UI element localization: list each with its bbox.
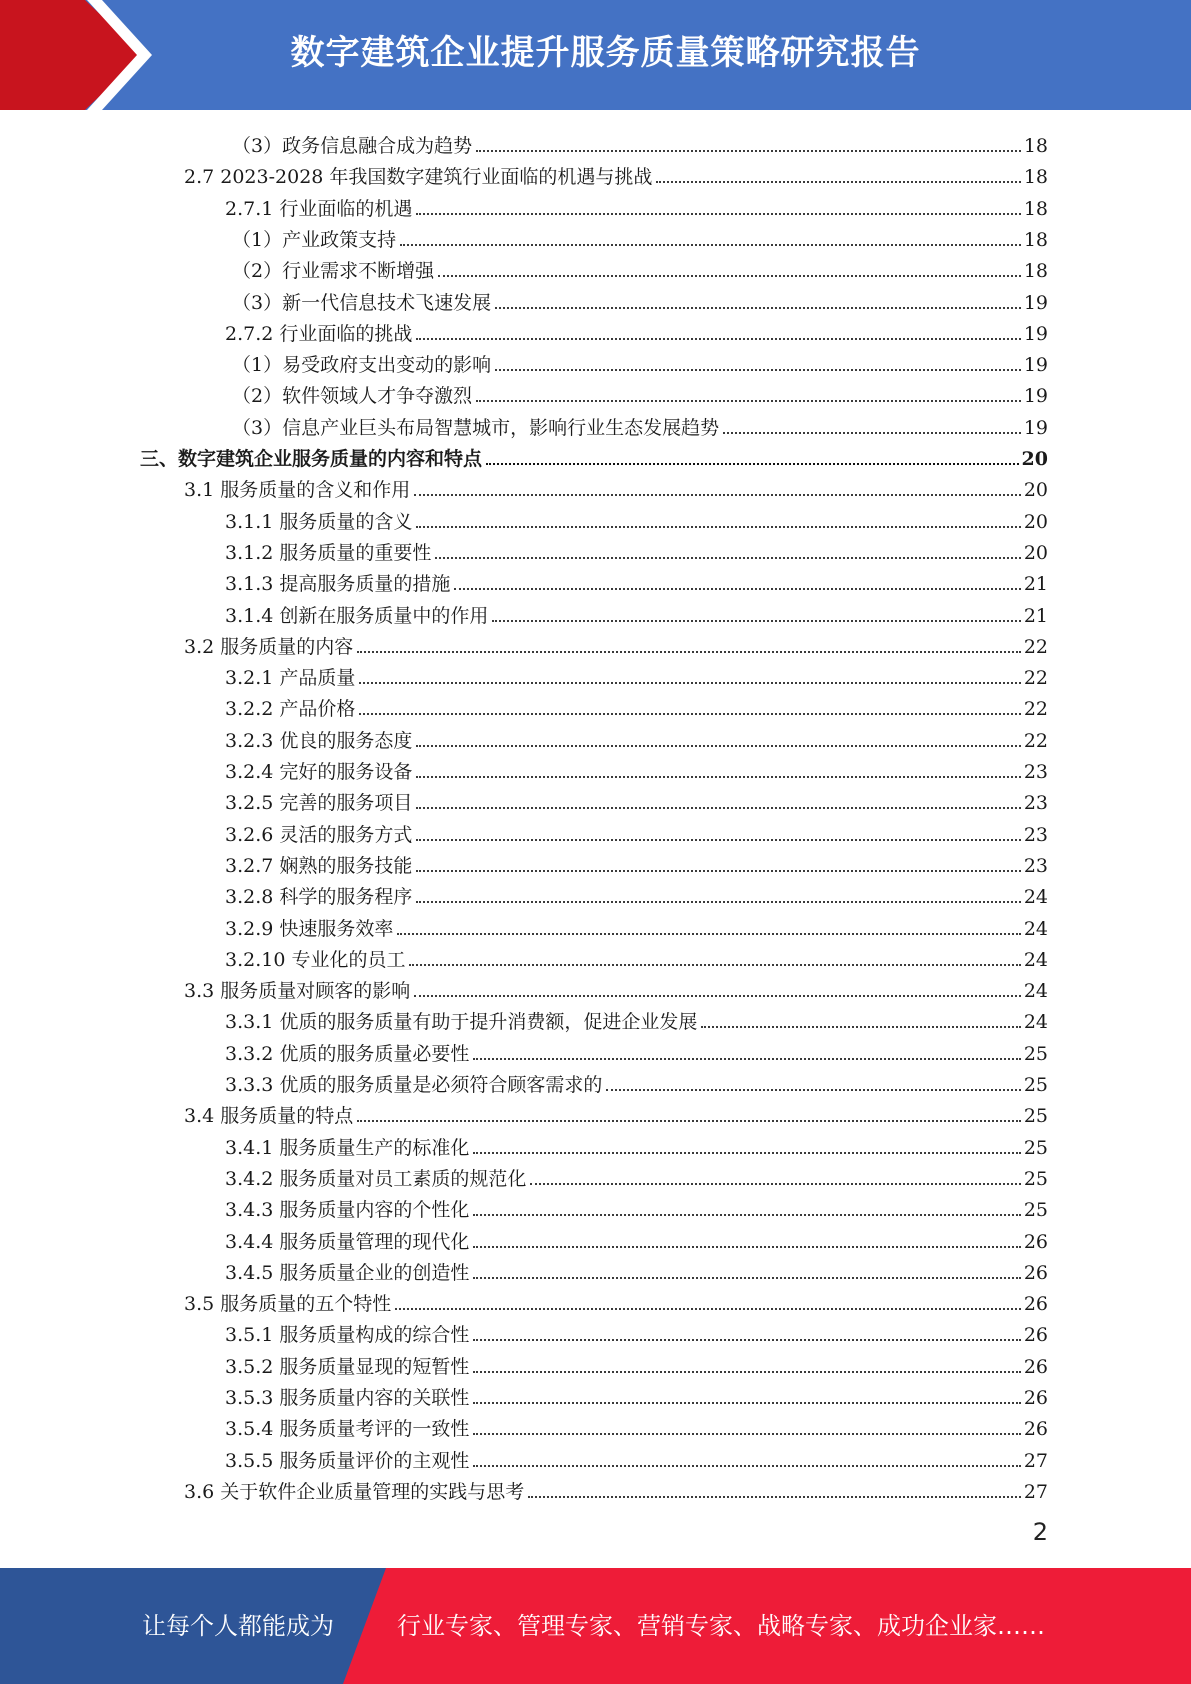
toc-entry[interactable] <box>184 628 1048 659</box>
toc-dot-leader <box>416 338 1020 340</box>
toc-entry[interactable] <box>184 158 1048 189</box>
toc-entry-page: 27 <box>1023 1450 1048 1472</box>
footer-slogan-left: 让每个人都能成为 <box>142 1612 334 1640</box>
toc-entry-label: 3.6 关于软件企业质量管理的实践与思考 <box>184 1481 525 1503</box>
toc-dot-leader <box>486 463 1019 465</box>
toc-entry[interactable] <box>225 659 1048 690</box>
page-number: 2 <box>1032 1518 1048 1546</box>
toc-entry-label: 3.1.1 服务质量的含义 <box>225 511 413 533</box>
toc-dot-leader <box>409 964 1020 966</box>
toc-entry-label: 3.2.4 完好的服务设备 <box>225 761 413 783</box>
toc-entry-label: （1）产业政策支持 <box>232 229 397 251</box>
toc-dot-leader <box>438 275 1021 277</box>
toc-entry-page: 24 <box>1023 1011 1048 1033</box>
toc-entry[interactable] <box>232 252 1048 283</box>
toc-entry-label: （3）新一代信息技术飞速发展 <box>232 292 492 314</box>
toc-entry[interactable] <box>225 597 1048 628</box>
toc-entry[interactable] <box>225 1254 1048 1285</box>
toc-entry-page: 19 <box>1023 323 1048 345</box>
toc-entry-page: 20 <box>1023 479 1048 501</box>
toc-entry-label: 3.5.5 服务质量评价的主观性 <box>225 1450 470 1472</box>
toc-entry[interactable] <box>225 190 1048 221</box>
toc-entry[interactable] <box>225 1003 1048 1034</box>
toc-dot-leader <box>357 651 1021 653</box>
toc-dot-leader <box>395 1308 1021 1310</box>
toc-entry-page: 20 <box>1023 511 1048 533</box>
toc-entry[interactable] <box>225 1066 1048 1097</box>
toc-dot-leader <box>723 432 1021 434</box>
toc-dot-leader <box>473 1277 1020 1279</box>
toc-dot-leader <box>473 1371 1020 1373</box>
toc-entry[interactable] <box>225 315 1048 346</box>
toc-entry-page: 25 <box>1023 1199 1048 1221</box>
toc-entry-page: 19 <box>1023 292 1048 314</box>
toc-entry-label: 3.2.1 产品质量 <box>225 667 356 689</box>
toc-dot-leader <box>416 839 1020 841</box>
toc-entry-page: 25 <box>1023 1105 1048 1127</box>
toc-dot-leader <box>454 588 1020 590</box>
toc-entry-label: 3.4.4 服务质量管理的现代化 <box>225 1231 470 1253</box>
toc-entry-label: 3.1.3 提高服务质量的措施 <box>225 573 451 595</box>
toc-entry-page: 22 <box>1023 636 1048 658</box>
toc-entry-page: 21 <box>1023 573 1048 595</box>
toc-entry-label: 3.4.3 服务质量内容的个性化 <box>225 1199 470 1221</box>
toc-dot-leader <box>476 400 1021 402</box>
toc-entry[interactable] <box>225 1442 1048 1473</box>
toc-entry-page: 25 <box>1023 1074 1048 1096</box>
toc-entry-page: 26 <box>1023 1231 1048 1253</box>
toc-entry-label: 3.4.1 服务质量生产的标准化 <box>225 1137 470 1159</box>
toc-entry[interactable] <box>232 127 1048 158</box>
toc-dot-leader <box>416 807 1020 809</box>
toc-entry-label: 2.7.1 行业面临的机遇 <box>225 198 413 220</box>
toc-entry-label: 3.2.5 完善的服务项目 <box>225 792 413 814</box>
toc-entry-page: 25 <box>1023 1137 1048 1159</box>
toc-entry[interactable] <box>225 1316 1048 1347</box>
toc-entry-label: 3.3.2 优质的服务质量必要性 <box>225 1043 470 1065</box>
toc-entry-page: 23 <box>1023 824 1048 846</box>
toc-entry-page: 23 <box>1023 792 1048 814</box>
toc-entry[interactable] <box>225 878 1048 909</box>
toc-entry-page: 21 <box>1023 605 1048 627</box>
toc-entry[interactable] <box>225 1160 1048 1191</box>
toc-entry-page: 19 <box>1023 385 1048 407</box>
toc-entry[interactable] <box>225 534 1048 565</box>
toc-entry[interactable] <box>225 1410 1048 1441</box>
toc-entry-label: 3.5.4 服务质量考评的一致性 <box>225 1418 470 1440</box>
toc-dot-leader <box>473 1246 1020 1248</box>
toc-entry-label: 3.4.2 服务质量对员工素质的规范化 <box>225 1168 527 1190</box>
toc-entry[interactable] <box>225 722 1048 753</box>
toc-dot-leader <box>400 244 1021 246</box>
toc-dot-leader <box>473 1402 1020 1404</box>
toc-dot-leader <box>416 745 1020 747</box>
toc-entry[interactable] <box>225 784 1048 815</box>
toc-entry-label: 3.5.1 服务质量构成的综合性 <box>225 1324 470 1346</box>
toc-dot-leader <box>359 713 1020 715</box>
toc-entry[interactable] <box>225 941 1048 972</box>
toc-dot-leader <box>606 1089 1020 1091</box>
toc-dot-leader <box>528 1496 1021 1498</box>
toc-dot-leader <box>473 1214 1020 1216</box>
toc-entry[interactable] <box>232 409 1048 440</box>
toc-entry[interactable] <box>232 284 1048 315</box>
toc-entry[interactable] <box>225 847 1048 878</box>
toc-entry[interactable] <box>225 1035 1048 1066</box>
toc-dot-leader <box>397 933 1020 935</box>
toc-dot-leader <box>473 1339 1020 1341</box>
toc-entry-page: 24 <box>1023 980 1048 1002</box>
toc-dot-leader <box>701 1026 1020 1028</box>
toc-entry-label: 3.5.2 服务质量显现的短暂性 <box>225 1356 470 1378</box>
toc-entry-label: 3.1.2 服务质量的重要性 <box>225 542 432 564</box>
toc-entry-label: 3.3.1 优质的服务质量有助于提升消费额，促进企业发展 <box>225 1011 698 1033</box>
toc-entry-label: 3.2.2 产品价格 <box>225 698 356 720</box>
toc-entry-label: 3.3 服务质量对顾客的影响 <box>184 980 411 1002</box>
toc-entry[interactable] <box>225 1379 1048 1410</box>
toc-entry-label: 三、数字建筑企业服务质量的内容和特点 <box>140 448 483 470</box>
toc-entry-label: 3.2 服务质量的内容 <box>184 636 354 658</box>
toc-dot-leader <box>357 1120 1021 1122</box>
toc-entry-page: 18 <box>1023 166 1048 188</box>
toc-entry-page: 26 <box>1023 1418 1048 1440</box>
toc-entry-label: 3.2.6 灵活的服务方式 <box>225 824 413 846</box>
toc-entry-label: 3.2.3 优良的服务态度 <box>225 730 413 752</box>
toc-entry-label: （3）信息产业巨头布局智慧城市，影响行业生态发展趋势 <box>232 417 720 439</box>
toc-entry[interactable] <box>184 1473 1048 1504</box>
toc-dot-leader <box>416 776 1020 778</box>
toc-entry-label: 2.7 2023-2028 年我国数字建筑行业面临的机遇与挑战 <box>184 166 653 188</box>
toc-entry[interactable] <box>232 221 1048 252</box>
toc-entry[interactable] <box>225 910 1048 941</box>
toc-entry-page: 26 <box>1023 1262 1048 1284</box>
toc-dot-leader <box>416 213 1020 215</box>
toc-entry-label: （2）行业需求不断增强 <box>232 260 435 282</box>
toc-entry-label: 3.5 服务质量的五个特性 <box>184 1293 392 1315</box>
toc-entry[interactable] <box>232 377 1048 408</box>
toc-entry-page: 26 <box>1023 1387 1048 1409</box>
toc-dot-leader <box>495 307 1021 309</box>
toc-entry[interactable] <box>184 1285 1048 1316</box>
page-header <box>0 0 1191 110</box>
toc-entry-label: 3.5.3 服务质量内容的关联性 <box>225 1387 470 1409</box>
toc-entry-label: 3.1 服务质量的含义和作用 <box>184 479 411 501</box>
toc-entry-label: 3.4 服务质量的特点 <box>184 1105 354 1127</box>
toc-entry-label: 3.2.7 娴熟的服务技能 <box>225 855 413 877</box>
toc-entry-label: 2.7.2 行业面临的挑战 <box>225 323 413 345</box>
toc-entry-page: 18 <box>1023 260 1048 282</box>
toc-entry-page: 20 <box>1021 448 1048 470</box>
toc-entry-page: 18 <box>1023 229 1048 251</box>
toc-entry-page: 18 <box>1023 135 1048 157</box>
footer-slogan-right: 行业专家、管理专家、营销专家、战略专家、成功企业家…… <box>397 1612 1045 1640</box>
toc-dot-leader <box>414 494 1021 496</box>
toc-entry[interactable] <box>184 471 1048 502</box>
toc-entry[interactable] <box>225 690 1048 721</box>
toc-entry-page: 22 <box>1023 730 1048 752</box>
report-title: 数字建筑企业提升服务质量策略研究报告 <box>290 33 921 73</box>
toc-dot-leader <box>416 870 1020 872</box>
toc-entry-page: 24 <box>1023 949 1048 971</box>
toc-dot-leader <box>473 1433 1020 1435</box>
toc-entry-page: 20 <box>1023 542 1048 564</box>
toc-dot-leader <box>492 620 1020 622</box>
toc-dot-leader <box>656 181 1020 183</box>
toc-entry-label: 3.2.8 科学的服务程序 <box>225 886 413 908</box>
toc-entry-label: 3.2.10 专业化的员工 <box>225 949 406 971</box>
toc-dot-leader <box>495 369 1021 371</box>
toc-dot-leader <box>473 1058 1020 1060</box>
toc-entry[interactable] <box>184 972 1048 1003</box>
toc-entry-label: 3.1.4 创新在服务质量中的作用 <box>225 605 489 627</box>
toc-dot-leader <box>435 557 1020 559</box>
toc-entry-page: 24 <box>1023 886 1048 908</box>
toc-dot-leader <box>416 526 1020 528</box>
toc-entry[interactable] <box>225 565 1048 596</box>
toc-entry-page: 23 <box>1023 855 1048 877</box>
toc-entry[interactable] <box>232 346 1048 377</box>
toc-entry[interactable] <box>184 1097 1048 1128</box>
toc-entry-label: 3.3.3 优质的服务质量是必须符合顾客需求的 <box>225 1074 603 1096</box>
toc-dot-leader <box>416 901 1020 903</box>
toc-entry[interactable] <box>140 440 1048 471</box>
toc-entry-label: 3.2.9 快速服务效率 <box>225 918 394 940</box>
toc-entry-page: 26 <box>1023 1324 1048 1346</box>
toc-entry-page: 19 <box>1023 417 1048 439</box>
toc-dot-leader <box>530 1183 1020 1185</box>
toc-entry-label: 3.4.5 服务质量企业的创造性 <box>225 1262 470 1284</box>
toc-entry-label: （3）政务信息融合成为趋势 <box>232 135 473 157</box>
page-footer <box>0 1568 1191 1684</box>
toc-entry-page: 26 <box>1023 1293 1048 1315</box>
toc-entry[interactable] <box>225 753 1048 784</box>
toc-entry-page: 19 <box>1023 354 1048 376</box>
toc-entry-page: 27 <box>1023 1481 1048 1503</box>
toc-entry[interactable] <box>225 1129 1048 1160</box>
toc-entry-label: （1）易受政府支出变动的影响 <box>232 354 492 376</box>
toc-entry[interactable] <box>225 816 1048 847</box>
toc-entry[interactable] <box>225 1348 1048 1379</box>
toc-dot-leader <box>359 682 1020 684</box>
toc-entry-page: 24 <box>1023 918 1048 940</box>
toc-entry-page: 18 <box>1023 198 1048 220</box>
toc-entry[interactable] <box>225 1191 1048 1222</box>
toc-dot-leader <box>476 150 1021 152</box>
toc-entry-page: 23 <box>1023 761 1048 783</box>
toc-entry[interactable] <box>225 1223 1048 1254</box>
toc-entry-page: 22 <box>1023 698 1048 720</box>
toc-entry-page: 25 <box>1023 1043 1048 1065</box>
toc-entry-page: 22 <box>1023 667 1048 689</box>
toc-entry[interactable] <box>225 503 1048 534</box>
toc-entry-page: 26 <box>1023 1356 1048 1378</box>
toc-dot-leader <box>414 995 1021 997</box>
toc-dot-leader <box>473 1465 1020 1467</box>
toc-dot-leader <box>473 1152 1020 1154</box>
toc-entry-page: 25 <box>1023 1168 1048 1190</box>
toc-entry-label: （2）软件领域人才争夺激烈 <box>232 385 473 407</box>
